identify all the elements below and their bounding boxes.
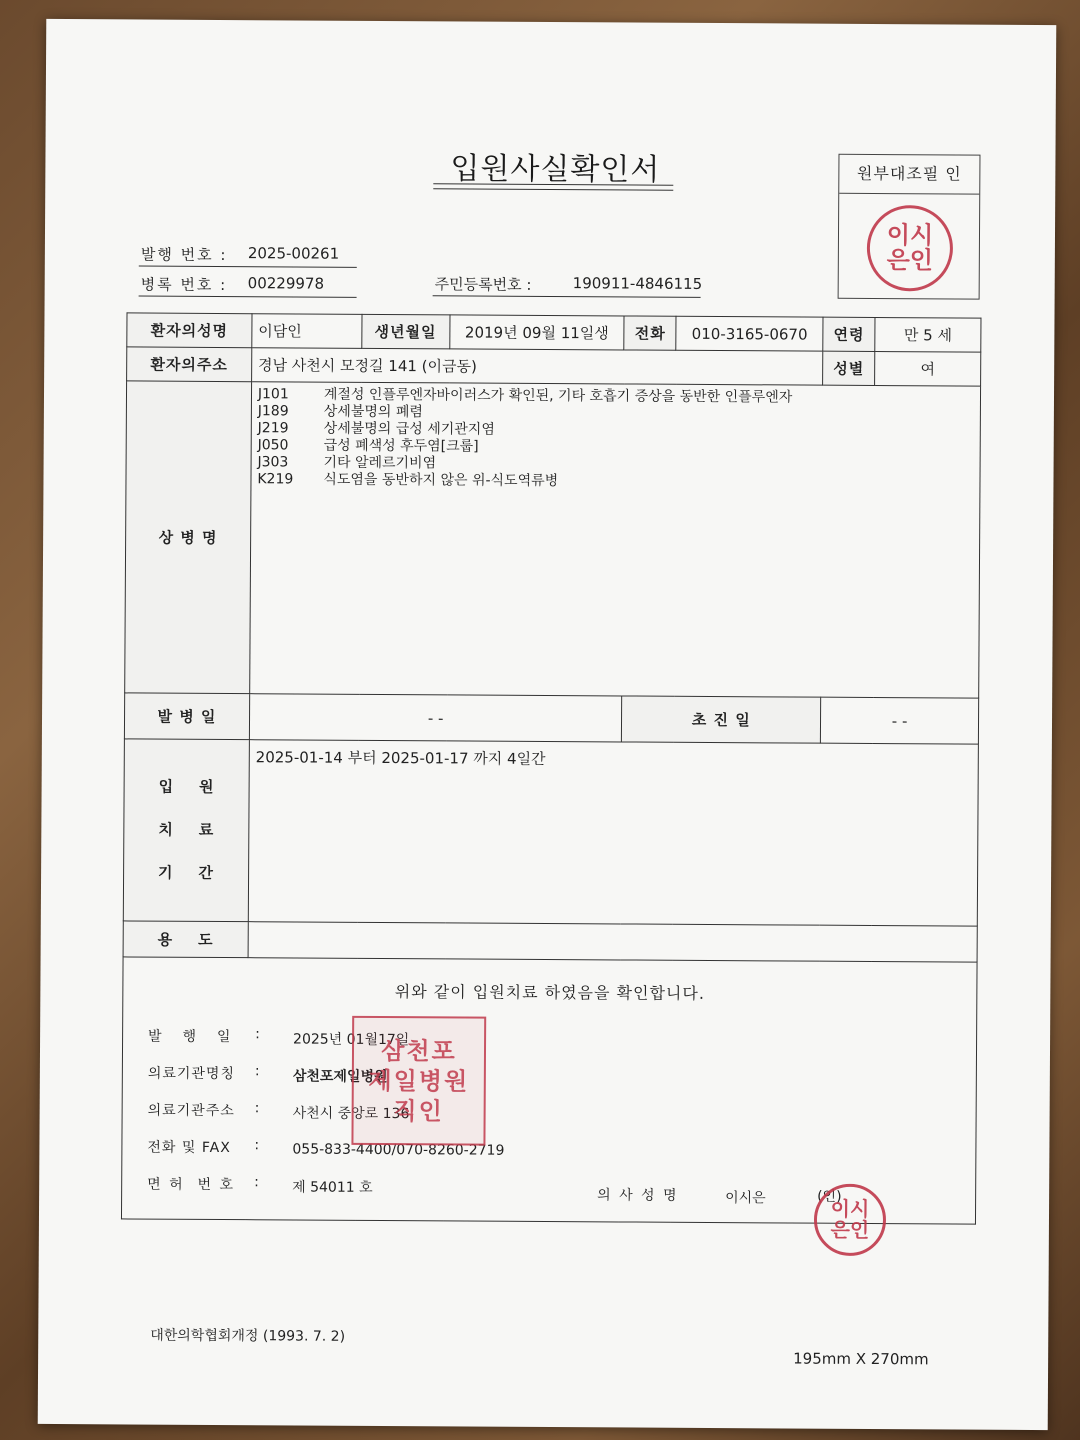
hospital-seal xyxy=(351,1016,486,1146)
issue-date-label: 발 행 일 xyxy=(148,1028,235,1046)
phone-value: 010-3165-0670 xyxy=(676,316,823,351)
doctor-name: 이시은 xyxy=(725,1190,766,1207)
phone-label: 전화 xyxy=(624,316,676,350)
onset-value: - - xyxy=(249,694,622,742)
patient-name-label: 환자의성명 xyxy=(127,313,252,348)
license-no: 제 54011 호 xyxy=(292,1179,373,1196)
diagnosis-name: 기타 알레르기비염 xyxy=(323,454,437,472)
age-value: 만 5 세 xyxy=(875,317,981,352)
patient-name: 이담인 xyxy=(252,314,362,349)
hospital-name-label: 의료기관명칭 xyxy=(147,1065,236,1083)
diagnosis-name: 급성 폐색성 후두염[크룹] xyxy=(323,437,479,455)
hospital-name: 삼천포제일병원 xyxy=(292,1068,388,1086)
diagnosis-item xyxy=(257,471,973,492)
dob-label: 생년월일 xyxy=(362,314,450,349)
diagnosis-code: J189 xyxy=(257,403,289,420)
address-label: 환자의주소 xyxy=(127,347,252,382)
seal-mark: (인) xyxy=(817,1188,842,1205)
verification-stamp xyxy=(867,205,954,292)
diagnosis-label: 상 병 명 xyxy=(125,381,252,694)
license-label: 면 허 번 호 xyxy=(147,1176,236,1194)
colon: : xyxy=(254,1063,260,1080)
hospital-seal-text: 직인 xyxy=(393,1096,444,1125)
age-label: 연령 xyxy=(823,317,875,351)
diagnosis-name: 상세불명의 폐렴 xyxy=(323,403,423,421)
first-visit-value: - - xyxy=(821,697,979,744)
document-paper xyxy=(38,19,1057,1430)
colon: : xyxy=(255,1026,260,1043)
diagnosis-name: 계절성 인플루엔자바이러스가 확인된, 기타 호흡기 증상을 동반한 인플루엔자 xyxy=(323,386,793,406)
label-line: 치 료 xyxy=(158,820,215,839)
purpose-value xyxy=(248,922,977,962)
issue-no-label: 발행 번호 : xyxy=(140,245,228,265)
phone-fax-label: 전화 및 FAX xyxy=(147,1139,231,1157)
title-underline xyxy=(433,188,673,190)
doctor-name-label: 의 사 성 명 xyxy=(597,1187,679,1204)
admission-info-table xyxy=(121,312,982,1224)
diagnosis-code: J303 xyxy=(257,454,289,471)
document-title: 입원사실확인서 xyxy=(450,151,661,188)
diagnosis-name: 상세불명의 급성 세기관지염 xyxy=(323,420,495,438)
purpose-label: 용 도 xyxy=(123,921,248,958)
stamp-text: 이시 은인 xyxy=(830,1196,870,1242)
underline xyxy=(139,265,357,267)
record-no-label: 병록 번호 : xyxy=(140,275,228,295)
paper-size-note: 195mm X 270mm xyxy=(793,1349,929,1369)
original-verification-box xyxy=(838,154,981,300)
rrn-label: 주민등록번호 : xyxy=(434,275,532,294)
rrn-value: 190911-4846115 xyxy=(572,274,703,293)
stamp-text: 이시 은인 xyxy=(886,220,934,275)
underline xyxy=(139,295,357,297)
colon: : xyxy=(254,1137,260,1154)
colon: : xyxy=(254,1100,260,1117)
underline xyxy=(433,295,701,298)
diagnosis-code: J101 xyxy=(257,386,289,403)
diagnosis-code: J219 xyxy=(257,420,289,437)
diagnosis-code: K219 xyxy=(257,471,294,488)
onset-label: 발 병 일 xyxy=(124,693,249,740)
form-revision-note: 대한의학협회개정 (1993. 7. 2) xyxy=(150,1327,346,1345)
colon: : xyxy=(254,1174,259,1191)
phone-fax: 055-833-4400/070-8260-2719 xyxy=(292,1141,505,1159)
sex-value: 여 xyxy=(875,351,981,386)
doctor-stamp xyxy=(814,1184,886,1256)
diagnosis-name: 식도염을 동반하지 않은 위-식도역류병 xyxy=(323,471,559,490)
dob-value: 2019년 09월 11일생 xyxy=(449,315,624,350)
hospital-seal-text: 삼천포 xyxy=(381,1036,457,1065)
label-line: 기 간 xyxy=(158,863,215,882)
hospital-address: 사천시 중앙로 136 xyxy=(292,1105,410,1123)
issue-no-value: 2025-00261 xyxy=(247,244,340,263)
sex-label: 성별 xyxy=(823,351,875,385)
hospital-seal-text: 제일병원 xyxy=(368,1066,470,1096)
label-line: 입 원 xyxy=(158,777,215,796)
record-no-value: 00229978 xyxy=(247,274,325,293)
diagnosis-code: J050 xyxy=(257,437,289,454)
first-visit-label: 초 진 일 xyxy=(622,696,821,743)
verification-label: 원부대조필 인 xyxy=(839,155,979,195)
issue-date: 2025년 01월17일 xyxy=(293,1031,410,1049)
diagnosis-list xyxy=(250,382,981,698)
admission-period-value: 2025-01-14 부터 2025-01-17 까지 4일간 xyxy=(248,740,978,926)
address-value: 경남 사천시 모정길 141 (이금동) xyxy=(251,348,822,385)
admission-period-label xyxy=(123,739,249,922)
confirmation-text: 위와 같이 입원치료 하였음을 확인합니다. xyxy=(394,982,706,1003)
hospital-address-label: 의료기관주소 xyxy=(147,1102,235,1120)
